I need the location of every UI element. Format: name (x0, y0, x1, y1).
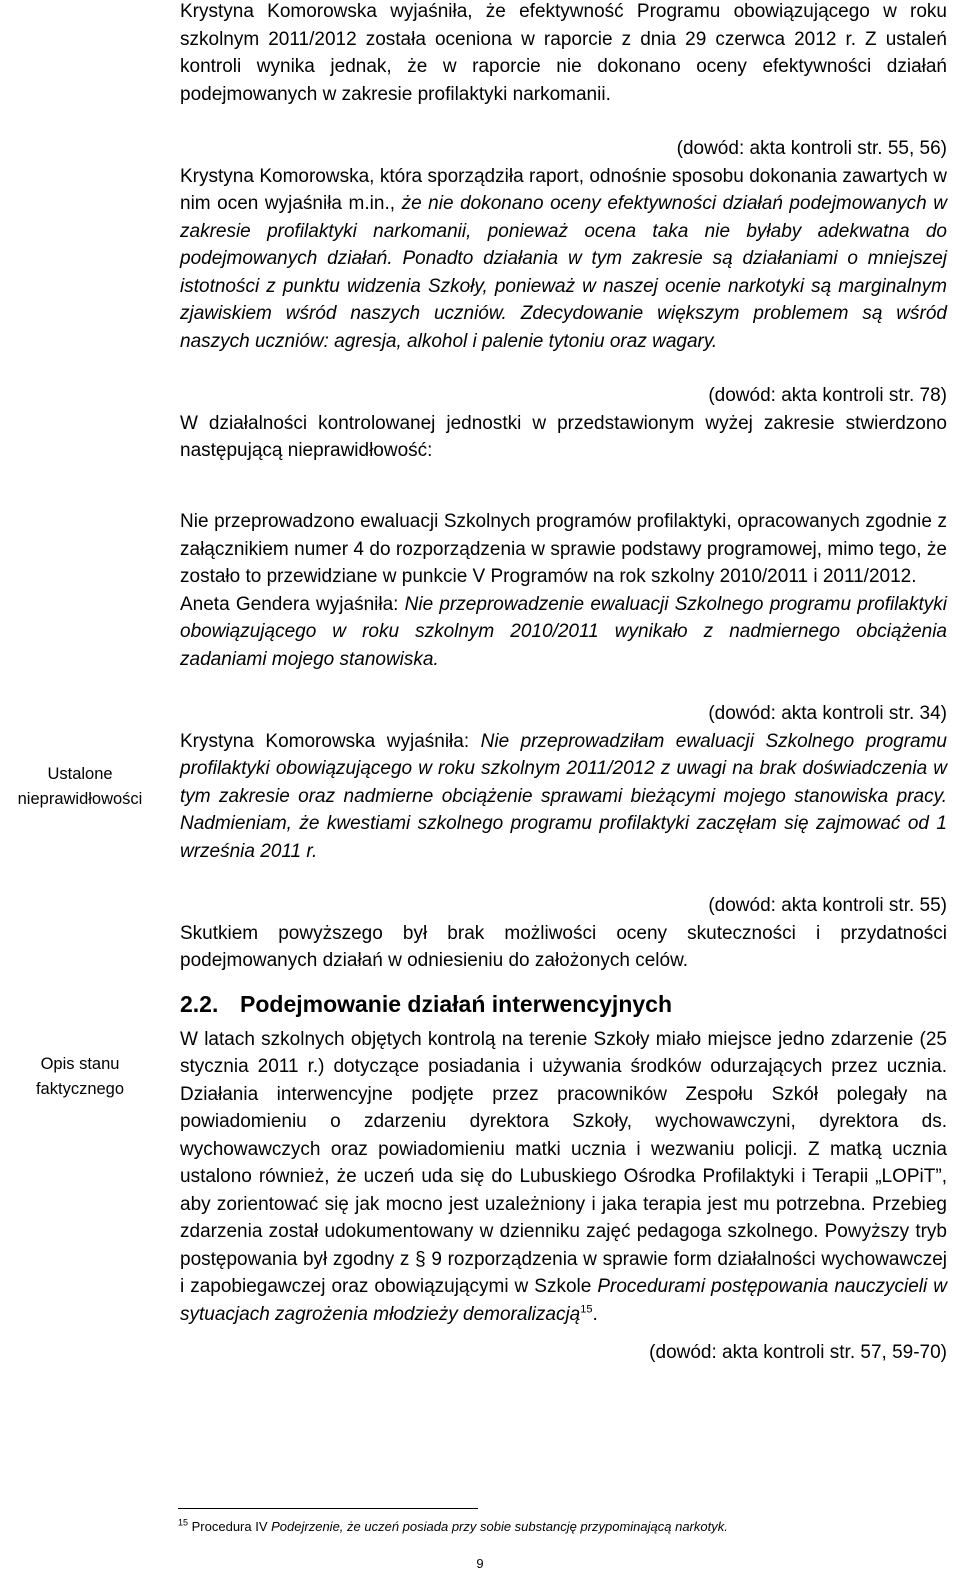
page-number: 9 (476, 1556, 484, 1571)
footnote-marker: 15 (580, 1303, 593, 1316)
evidence-reference: (dowód: akta kontroli str. 55, 56) (676, 138, 947, 159)
paragraph-text: W latach szkolnych objętych kontrolą na terenie Szkoły miało miejsce jedno zdarzenie (25 stycznia 2011 r.) dotyczące posiadania i używania środków odurzających przez ucznia. Działania interwencyjne podjęte przez pracowników Zespołu Szkół polegały na powiadomieniu o zdarzeniu dyrektora Szkoły, wychowawczyni, dyrektora ds. wychowawczych oraz powiadomieniu matki ucznia i wezwaniu policji. Z matką ucznia ustalono również, że uczeń uda się do Lubuskiego Ośrodka Profilaktyki i Terapii „LOPiT”, aby zorientować się jak mocno jest uzależniony i jaka terapia jest mu potrzebna. Przebieg zdarzenia został udokumentowany w dzienniku zajęć pedagoga szkolnego. Powyższy tryb postępowania był zgodny z § 9 rozporządzenia w sprawie form działalności wychowawczej i zapobiegawczej oraz obowiązującymi w Szkole (180, 1028, 947, 1297)
side-label-line: faktycznego (35, 1080, 125, 1098)
paragraph: Nie przeprowadzono ewaluacji Szkolnych programów profilaktyki, opracowanych zgodnie z załącznikiem numer 4 do rozporządzenia w sprawie podstawy programowej, mimo tego, że zostało to przewidziane w punkcie V Programów na rok szkolny 2010/2011 i 2011/2012. (180, 511, 947, 587)
paragraph-text: Krystyna Komorowska, która sporządziła raport, odnośnie sposobu dokonania zawartych w nim ocen wyjaśniła m.in., (180, 165, 947, 214)
quoted-explanation: Nie przeprowadziłam ewaluacji Szkolnego programu profilaktyki obowiązującego w roku szkolnym 2011/2012 z uwagi na brak doświadczenia w tym zakresie oraz nadmierne obciążenie sprawami bieżącymi mojego stanowiska pracy. Nadmieniam, że kwestiami szkolnego programu profilaktyki zaczęłam się zajmować od 1 września 2011 r. (180, 730, 948, 862)
paragraph-text: Aneta Gendera wyjaśniła: (180, 593, 405, 615)
paragraph (180, 163, 947, 356)
section-heading (180, 989, 947, 1019)
footnote-separator (178, 1508, 478, 1509)
evidence-reference: (dowód: akta kontroli str. 78) (708, 385, 947, 406)
side-label-facts (0, 1052, 160, 1102)
evidence-reference: (dowód: akta kontroli str. 34) (708, 703, 947, 724)
side-label-line: Ustalone (47, 765, 113, 783)
footnote-text: Procedura IV (191, 1519, 272, 1534)
footnote-number: 15 (178, 1517, 189, 1528)
quoted-explanation: że nie dokonano oceny efektywności działań podejmowanych w zakresie profilaktyki narkomanii, ponieważ ocena taka nie byłaby adekwatna do podejmowanych działań. Ponadto działania w tym zakresie są działaniami o mniejszej istotności z punktu widzenia Szkoły, ponieważ w naszej ocenie narkotyki są marginalnym zjawiskiem wśród naszych uczniów. Zdecydowanie większym problemem są wśród naszych uczniów: agresja, alkohol i palenie tytoniu oraz wagary. (180, 193, 948, 352)
footnote-italic-text: Podejrzenie, że uczeń posiada przy sobie substancję przypominającą narkotyk. (271, 1519, 728, 1534)
paragraph: W działalności kontrolowanej jednostki w przedstawionym wyżej zakresie stwierdzono następującą nieprawidłowość: (180, 412, 947, 461)
evidence-reference: (dowód: akta kontroli str. 57, 59-70) (649, 1342, 947, 1363)
paragraph (180, 1026, 947, 1329)
footnote (178, 1519, 728, 1534)
quoted-explanation: Nie przeprowadzenie ewaluacji Szkolnego programu profilaktyki obowiązującego w roku szkolnym 2010/2011 wynikało z nadmiernego obciążenia zadaniami mojego stanowiska. (180, 593, 947, 670)
paragraph (180, 591, 947, 674)
side-label-line: Opis stanu (40, 1055, 120, 1073)
section-number: 2.2. (180, 990, 219, 1017)
paragraph (180, 728, 947, 866)
evidence-reference: (dowód: akta kontroli str. 55) (708, 895, 947, 916)
side-label-irregularities (0, 762, 160, 812)
procedure-title: Procedurami postępowania nauczycieli w sytuacjach zagrożenia młodzieży demoralizacją (180, 1276, 947, 1325)
paragraph: Skutkiem powyższego był brak możliwości oceny skuteczności i przydatności podejmowanych działań w odniesieniu do założonych celów. (180, 922, 947, 971)
side-label-line: nieprawidłowości (17, 790, 143, 808)
main-column-top (180, 0, 947, 465)
paragraph-text: Krystyna Komorowska wyjaśniła: (180, 730, 481, 752)
paragraph-end: . (592, 1303, 598, 1325)
main-column-bottom (180, 508, 947, 1367)
paragraph: Krystyna Komorowska wyjaśniła, że efektywność Programu obowiązującego w roku szkolnym 2011/2012 została oceniona w raporcie z dnia 29 czerwca 2012 r. Z ustaleń kontroli wynika jednak, że w raporcie nie dokonano oceny efektywności działań podejmowanych w zakresie profilaktyki narkomanii. (180, 1, 947, 105)
section-title: Podejmowanie działań interwencyjnych (240, 990, 673, 1017)
